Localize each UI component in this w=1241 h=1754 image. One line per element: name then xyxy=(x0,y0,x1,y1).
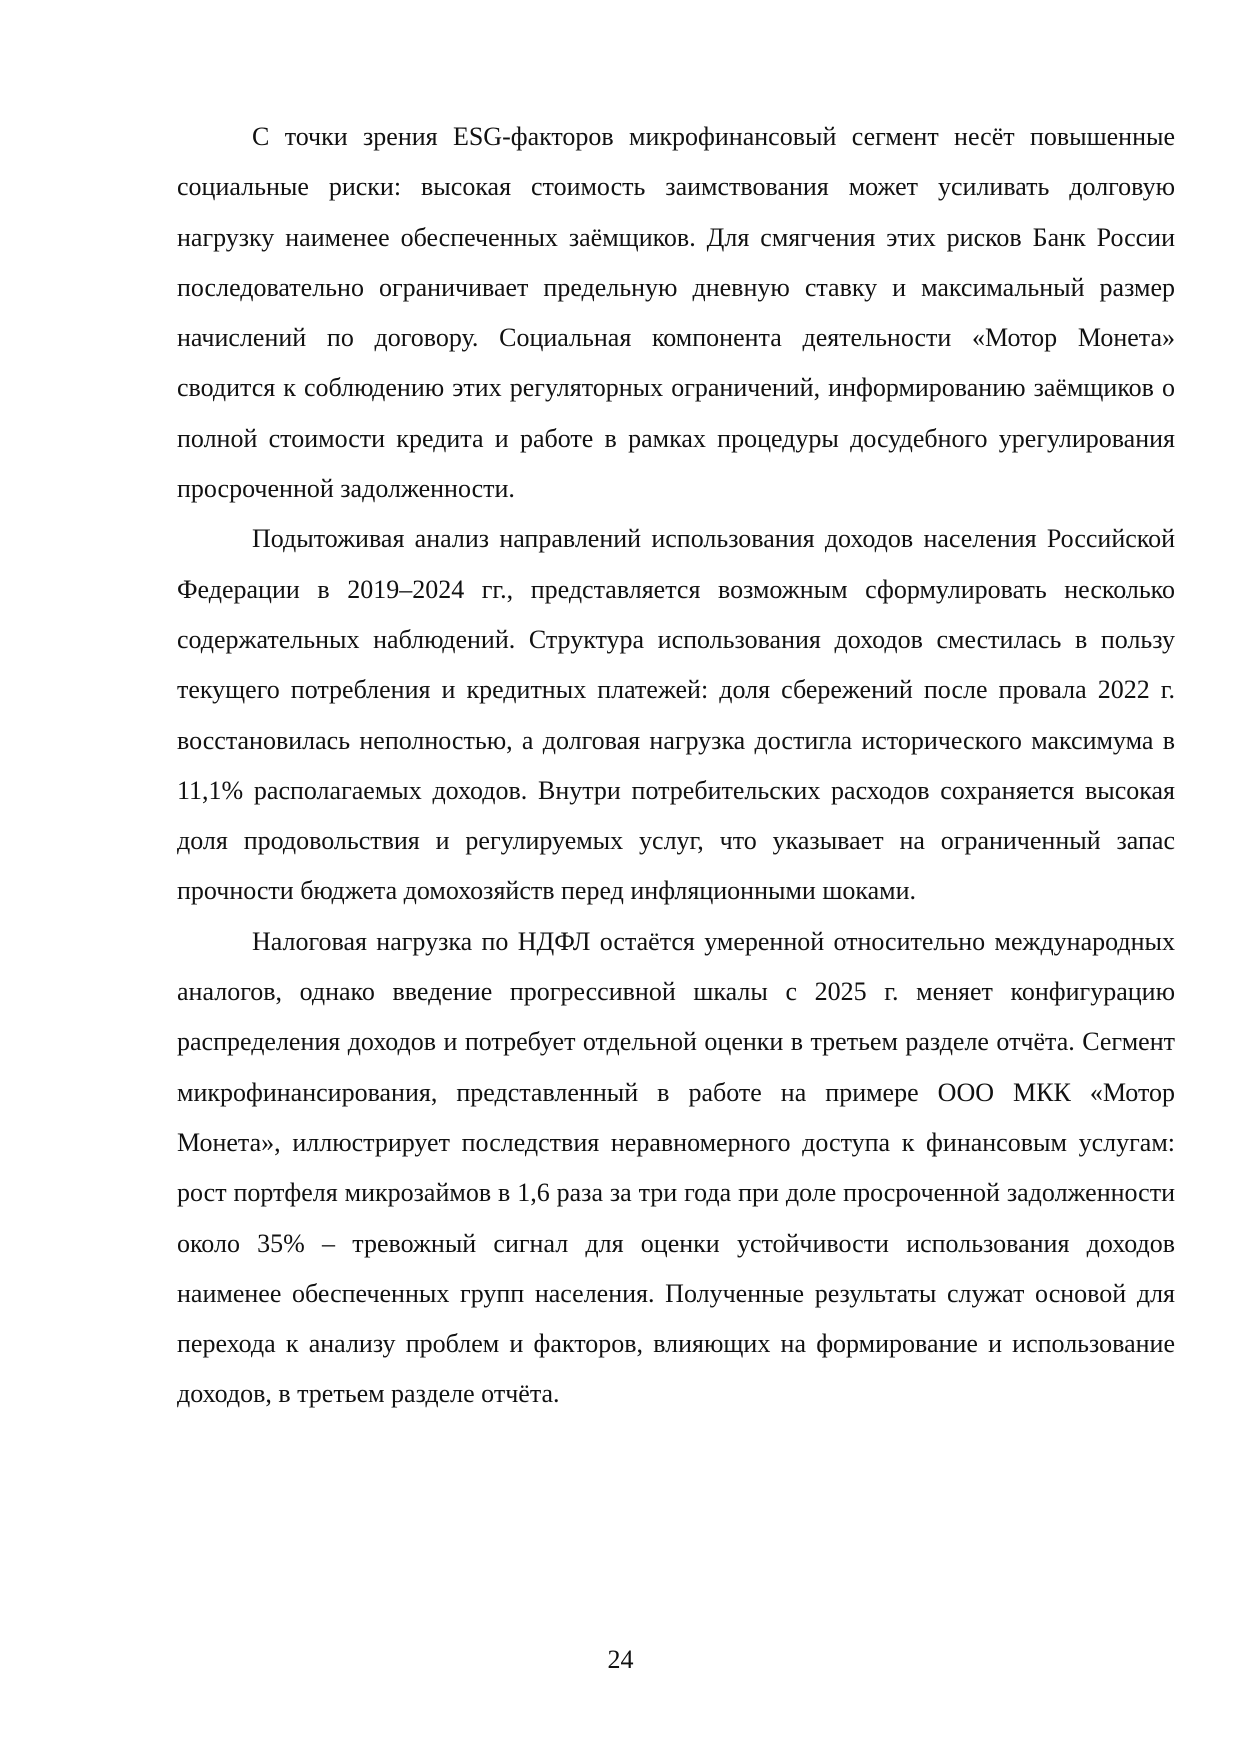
page-number: 24 xyxy=(607,1645,634,1674)
paragraph-tax-microfinance: Налоговая нагрузка по НДФЛ остаётся умеренной относительно международных аналогов, однако введение прогрессивной шкалы с 2025 г. меняет конфигурацию распределения доходов и потребует отдельной оценки в третьем разделе отчёта. Сегмент микрофинансирования, представленный в работе на примере ООО МКК «Мотор Монета», иллюстрирует последствия неравномерного доступа к финансовым услугам: рост портфеля микрозаймов в 1,6 раза за три года при доле просроченной задолженности около 35% – тревожный сигнал для оценки устойчивости использования доходов наименее обеспеченных групп населения. Полученные результаты служат основой для перехода к анализу проблем и факторов, влияющих на формирование и использование доходов, в третьем разделе отчёта. xyxy=(177,926,1175,1409)
paragraph-esg-risks: С точки зрения ESG-факторов микрофинансовый сегмент несёт повышенные социальные риски: высокая стоимость заимствования может усиливать долговую нагрузку наименее обеспеченных заёмщиков. Для смягчения этих рисков Банк России последовательно ограничивает предельную дневную ставку и максимальный размер начислений по договору. Социальная компонента деятельности «Мотор Монета» сводится к соблюдению этих регуляторных ограничений, информированию заёмщиков о полной стоимости кредита и работе в рамках процедуры досудебного урегулирования просроченной задолженности. xyxy=(177,122,1175,504)
text-body xyxy=(177,112,1175,1420)
paragraph-income-summary: Подытоживая анализ направлений использования доходов населения Российской Федерации в 2019–2024 гг., представляется возможным сформулировать несколько содержательных наблюдений. Структура использования доходов сместилась в пользу текущего потребления и кредитных платежей: доля сбережений после провала 2022 г. восстановилась неполностью, а долговая нагрузка достигла исторического максимума в 11,1% располагаемых доходов. Внутри потребительских расходов сохраняется высокая доля продовольствия и регулируемых услуг, что указывает на ограниченный запас прочности бюджета домохозяйств перед инфляционными шоками. xyxy=(177,524,1175,906)
